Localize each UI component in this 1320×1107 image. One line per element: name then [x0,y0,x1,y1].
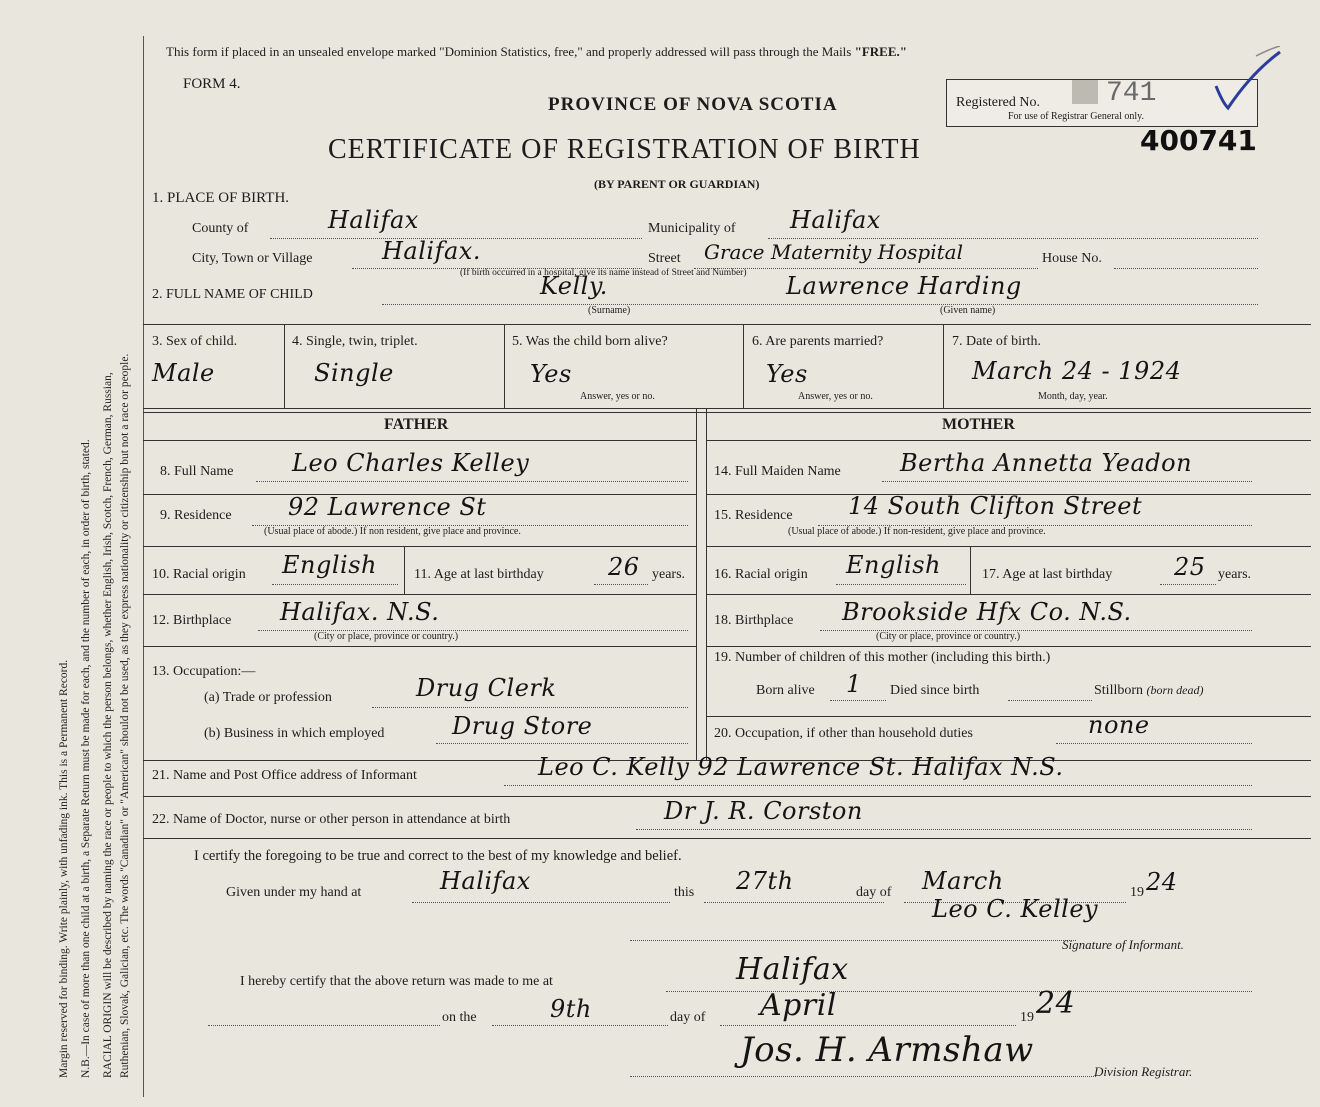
born-alive-value: Yes [530,360,572,388]
mother-name-label: 14. Full Maiden Name [714,464,841,479]
single-twin-value: Single [314,359,394,387]
place-of-birth-heading: 1. PLACE OF BIRTH. [152,190,290,206]
registrar-note: For use of Registrar General only. [1008,111,1144,122]
province-heading: PROVINCE OF NOVA SCOTIA [548,94,838,115]
mother-birthplace-note: (City or place, province or country.) [876,631,1021,642]
dob-note: Month, day, year. [1038,391,1108,402]
cert-day-value: 27th [736,867,794,895]
mother-heading: MOTHER [942,416,1015,433]
sex-label: 3. Sex of child. [152,334,238,349]
child-surname-value: Kelly. [540,272,608,300]
hospital-note: (If birth occurred in a hospital, give its name instead of Street and Number) [460,268,747,278]
father-trade-value: Drug Clerk [416,674,557,702]
father-racial-value: English [282,551,377,579]
father-business-label: (b) Business in which employed [204,726,385,741]
checkmark-icon [1206,46,1286,116]
street-value: Grace Maternity Hospital [704,240,963,264]
form-number: FORM 4. [183,76,241,92]
division-registrar-label: Division Registrar. [1094,1064,1193,1079]
parents-married-value: Yes [766,360,808,388]
stillborn-label: Stillborn (born dead) [1094,683,1204,698]
certification-statement: I certify the foregoing to be true and correct to the best of my knowledge and belief. [194,848,682,864]
municipality-value: Halifax [790,206,881,234]
street-label: Street [648,251,681,266]
margin-note-2: N.B.—In case of more than one child at a birth, a Separate Return must be made for each, and the number of each, in order of birth, stated. [80,439,92,1078]
stillborn-note: (born dead) [1146,683,1204,697]
cert-month-value: March [922,867,1004,895]
father-age-label: 11. Age at last birthday [414,567,544,582]
mother-name-value: Bertha Annetta Yeadon [900,449,1193,477]
registered-value: 741 [1106,78,1157,109]
margin-note-3: RACIAL ORIGIN will be described by naming the race or people to which the person belongs, whether English, Irish, Scotch, French, German, Russian, [102,372,114,1078]
registrar-month-value: April [760,988,837,1023]
this-label: this [674,885,695,900]
father-racial-label: 10. Racial origin [152,567,246,582]
mother-age-label: 17. Age at last birthday [982,567,1113,582]
father-business-value: Drug Store [452,712,593,740]
born-alive-label: 5. Was the child born alive? [512,334,668,349]
mail-notice: This form if placed in an unsealed envelope marked "Dominion Statistics, free," and properly addressed will pass through the Mails "FREE." [166,44,907,59]
document-title: CERTIFICATE OF REGISTRATION OF BIRTH [328,134,921,165]
mother-occupation-value: none [1088,711,1150,739]
parents-married-label: 6. Are parents married? [752,334,884,349]
father-residence-value: 92 Lawrence St [288,493,487,521]
cert-year-prefix: 19 [1130,885,1144,900]
single-twin-label: 4. Single, twin, triplet. [292,334,418,349]
father-birthplace-label: 12. Birthplace [152,613,232,628]
dob-value: March 24 - 1924 [972,357,1182,385]
county-label: County of [192,221,249,236]
father-name-label: 8. Full Name [160,464,234,479]
mother-age-value: 25 [1174,553,1206,581]
mother-residence-note: (Usual place of abode.) If non-resident, give place and province. [788,526,1046,537]
house-number-label: House No. [1042,251,1102,266]
mother-birthplace-label: 18. Birthplace [714,613,794,628]
city-value: Halifax. [382,237,481,265]
dob-label: 7. Date of birth. [952,334,1042,349]
registered-stamp [1072,80,1098,104]
document-subtitle: (BY PARENT OR GUARDIAN) [594,177,760,191]
registrar-place-value: Halifax [736,952,849,987]
mother-racial-label: 16. Racial origin [714,567,808,582]
on-the-label: on the [442,1010,477,1025]
margin-note-4: Ruthenian, Slovak, Galician, etc. The words "Canadian" or "American" should not be used, as they express nationality or citizenship but not a race or people. [119,353,131,1078]
surname-note: (Surname) [588,305,631,316]
mother-racial-value: English [846,551,941,579]
father-heading: FATHER [384,416,449,433]
cert-day-of-label: day of [856,885,892,900]
mother-birthplace-value: Brookside Hfx Co. N.S. [842,598,1132,626]
born-alive-count-value: 1 [846,670,862,698]
father-occupation-label: 13. Occupation:— [152,664,256,679]
doctor-label: 22. Name of Doctor, nurse or other person in attendance at birth [152,812,511,827]
registrar-year-prefix: 19 [1020,1010,1034,1025]
registrar-year-value: 24 [1036,986,1076,1021]
mother-children-label: 19. Number of children of this mother (including this birth.) [714,650,1051,665]
informant-label: 21. Name and Post Office address of Informant [152,768,417,783]
registered-label: Registered No. [956,95,1040,110]
city-label: City, Town or Village [192,251,313,266]
mother-residence-label: 15. Residence [714,508,793,523]
margin-note-1: Margin reserved for binding. Write plainly, with unfading ink. This is a Permanent Record. [58,659,70,1078]
given-label: Given under my hand at [226,885,362,900]
father-age-value: 26 [608,553,640,581]
given-name-note: (Given name) [940,305,996,316]
child-name-label: 2. FULL NAME OF CHILD [152,287,313,302]
registrar-statement: I hereby certify that the above return was made to me at [240,974,553,989]
father-birthplace-value: Halifax. N.S. [280,598,440,626]
mother-residence-value: 14 South Clifton Street [848,492,1143,520]
father-residence-note: (Usual place of abode.) If non resident, give place and province. [264,526,521,537]
father-age-years: years. [652,567,686,582]
doctor-value: Dr J. R. Corston [664,797,863,825]
municipality-label: Municipality of [648,221,736,236]
informant-signature: Leo C. Kelley [932,895,1099,923]
parents-married-note: Answer, yes or no. [798,391,873,402]
born-alive-note: Answer, yes or no. [580,391,655,402]
child-given-name-value: Lawrence Harding [786,272,1022,300]
mother-age-years: years. [1218,567,1252,582]
father-name-value: Leo Charles Kelley [292,449,530,477]
died-since-birth-label: Died since birth [890,683,980,698]
father-trade-label: (a) Trade or profession [204,690,332,705]
stamped-number: 400741 [1140,124,1257,157]
county-value: Halifax [328,206,419,234]
father-residence-label: 9. Residence [160,508,232,523]
registrar-signature: Jos. H. Armshaw [740,1030,1034,1070]
born-alive-count-label: Born alive [756,683,815,698]
given-place-value: Halifax [440,867,531,895]
registrar-day-value: 9th [550,995,592,1023]
cert-year-value: 24 [1146,868,1178,896]
sex-value: Male [152,359,215,387]
informant-value: Leo C. Kelly 92 Lawrence St. Halifax N.S. [538,753,1064,781]
mother-occupation-label: 20. Occupation, if other than household duties [714,726,973,741]
registrar-day-of-label: day of [670,1010,706,1025]
informant-signature-label: Signature of Informant. [1062,937,1184,952]
father-birthplace-note: (City or place, province or country.) [314,631,459,642]
